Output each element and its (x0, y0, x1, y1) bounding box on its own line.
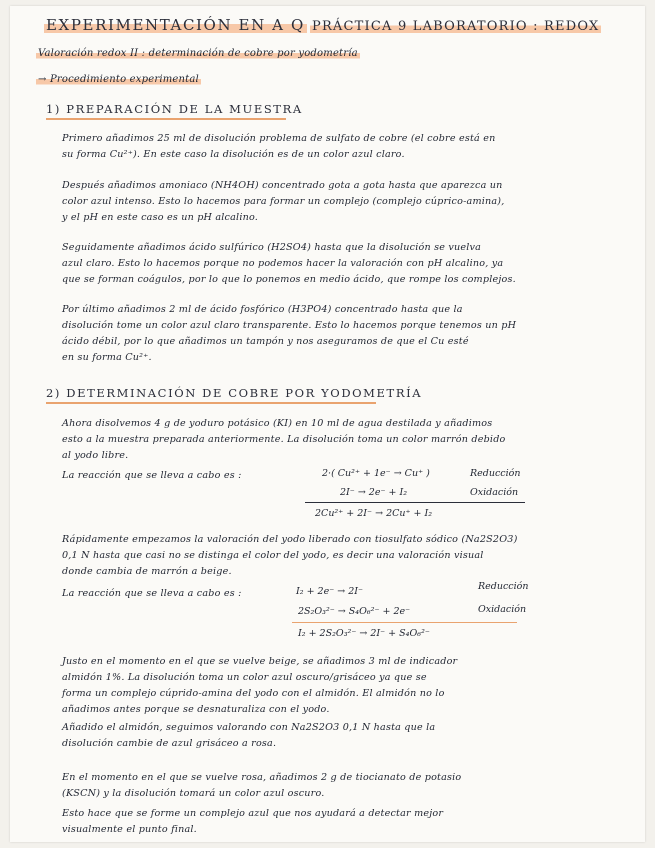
s2-p3-line3: forma un complejo cúprido-amina del yodo con el almidón. El almidón no lo (62, 688, 445, 699)
s2-p4-line4: visualmente el punto final. (62, 824, 197, 835)
s2-p4-line3: Esto hace que se forme un complejo azul que nos ayudará a detectar mejor (62, 808, 444, 819)
reaction1-label: La reacción que se lleva a cabo es : (62, 470, 242, 481)
s2-p3-line2: almidón 1%. La disolución toma un color azul oscuro/grisáceo ya que se (62, 672, 427, 683)
reaction2-oxidation-tag: Oxidación (478, 604, 527, 615)
reaction2-reduction-tag: Reducción (478, 581, 529, 592)
procedure-label: → Procedimiento experimental (38, 74, 199, 85)
reaction1-oxidation-tag: Oxidación (470, 487, 519, 498)
s2-p2-line2: 0,1 N hasta que casi no se distinga el color del yodo, es decir una valoración visual (62, 550, 484, 561)
section1-underline (46, 118, 286, 120)
reaction1-total: 2Cu²⁺ + 2I⁻ → 2Cu⁺ + I₂ (315, 508, 433, 519)
reaction2-oxidation: 2S₂O₃²⁻ → S₄O₆²⁻ + 2e⁻ (298, 606, 411, 617)
reaction1-sum-line (305, 502, 525, 503)
section2-heading: 2) DETERMINACIÓN DE COBRE POR YODOMETRÍA (46, 386, 423, 400)
s1-p2-line3: y el pH en este caso es un pH alcalino. (62, 212, 259, 223)
s2-p4-line1: En el momento en el que se vuelve rosa, añadimos 2 g de tiocianato de potasio (62, 772, 462, 783)
s1-p4-line3: ácido débil, por lo que añadimos un tampón y nos aseguramos de que el Cu esté (62, 336, 469, 347)
s1-p1-line1: Primero añadimos 25 ml de disolución problema de sulfato de cobre (el cobre está en (62, 133, 496, 144)
s2-p2-line1: Rápidamente empezamos la valoración del yodo liberado con tiosulfato sódico (Na2S2O3) (62, 534, 518, 545)
s2-p4-line2: (KSCN) y la disolución tomará un color azul oscuro. (62, 788, 325, 799)
reaction2-sum-line (292, 622, 517, 623)
s1-p3-line1: Seguidamente añadimos ácido sulfúrico (H2SO4) hasta que la disolución se vuelva (62, 242, 482, 253)
s1-p2-line1: Después añadimos amoniaco (NH4OH) concentrado gota a gota hasta que aparezca un (62, 180, 503, 191)
notebook-page (10, 6, 645, 842)
section2-underline (46, 402, 376, 404)
page-title: EXPERIMENTACIÓN EN A Q (46, 16, 305, 34)
s1-p1-line2: su forma Cu²⁺). En este caso la disolución es de un color azul claro. (62, 149, 405, 160)
s2-p3-line5: Añadido el almidón, seguimos valorando con Na2S2O3 0,1 N hasta que la (62, 722, 436, 733)
s1-p4-line2: disolución tome un color azul claro transparente. Esto lo hacemos porque tenemos un pH (62, 320, 517, 331)
subtitle: Valoración redox II : determinación de cobre por yodometría (38, 48, 358, 59)
lab-title: PRÁCTICA 9 LABORATORIO : REDOX (312, 19, 600, 34)
s2-p2-line3: donde cambia de marrón a beige. (62, 566, 232, 577)
reaction2-label: La reacción que se lleva a cabo es : (62, 588, 242, 599)
s2-p3-line1: Justo en el momento en el que se vuelve beige, se añadimos 3 ml de indicador (62, 656, 458, 667)
s1-p3-line2: azul claro. Esto lo hacemos porque no podemos hacer la valoración con pH alcalino, ya (62, 258, 504, 269)
s1-p2-line2: color azul intenso. Esto lo hacemos para formar un complejo (complejo cúprico-amina), (62, 196, 505, 207)
reaction2-total: I₂ + 2S₂O₃²⁻ → 2I⁻ + S₄O₆²⁻ (298, 628, 430, 639)
reaction1-reduction: 2·( Cu²⁺ + 1e⁻ → Cu⁺ ) (322, 468, 430, 479)
s1-p4-line4: en su forma Cu²⁺. (62, 352, 152, 363)
reaction2-reduction: I₂ + 2e⁻ → 2I⁻ (296, 586, 364, 597)
s2-p3-line6: disolución cambie de azul grisáceo a rosa. (62, 738, 277, 749)
reaction1-reduction-tag: Reducción (470, 468, 521, 479)
section1-heading: 1) PREPARACIÓN DE LA MUESTRA (46, 102, 303, 116)
s2-p1-line3: al yodo libre. (62, 450, 129, 461)
s1-p4-line1: Por último añadimos 2 ml de ácido fosfórico (H3PO4) concentrado hasta que la (62, 304, 463, 315)
s2-p1-line1: Ahora disolvemos 4 g de yoduro potásico (KI) en 10 ml de agua destilada y añadimos (62, 418, 493, 429)
reaction1-oxidation: 2I⁻ → 2e⁻ + I₂ (340, 487, 408, 498)
s2-p1-line2: esto a la muestra preparada anteriormente. La disolución toma un color marrón debido (62, 434, 506, 445)
s2-p3-line4: añadimos antes porque se desnaturaliza con el yodo. (62, 704, 330, 715)
s1-p3-line3: que se forman coágulos, por lo que lo ponemos en medio ácido, que rompe los complejos. (62, 274, 516, 285)
